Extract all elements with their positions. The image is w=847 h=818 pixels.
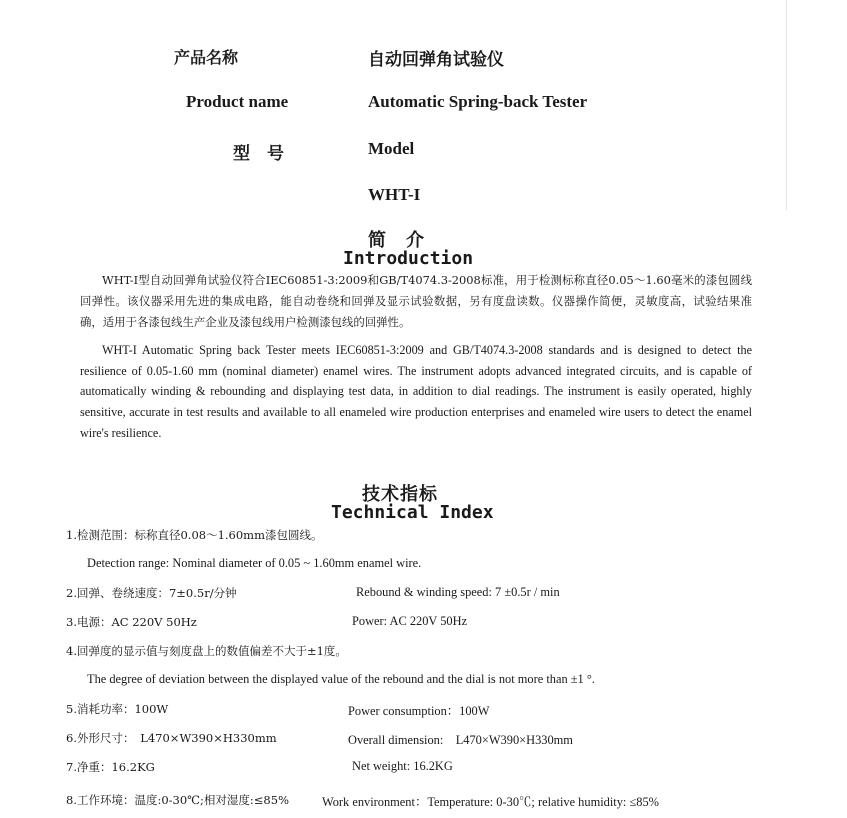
spec-8-en: Work environment：Temperature: 0-30℃; relative humidity: ≤85%: [322, 795, 659, 809]
model-cn-label: 型 号: [233, 144, 284, 164]
spec-3-en: Power: AC 220V 50Hz: [352, 614, 468, 628]
spec-7-cn: 7.净重：16.2KG: [66, 760, 155, 774]
technical-index-heading-cn: 技术指标: [362, 484, 438, 505]
spec-1-cn: 1.检测范围：标称直径0.08～1.60mm漆包圆线。: [66, 528, 323, 542]
spec-2-en: Rebound & winding speed: 7 ±0.5r / min: [356, 585, 560, 599]
product-name-en-value: Automatic Spring-back Tester: [368, 92, 588, 111]
spec-3-cn: 3.电源：AC 220V 50Hz: [66, 615, 197, 629]
spec-4-cn: 4.回弹度的显示值与刻度盘上的数值偏差不大于±1度。: [66, 644, 347, 658]
spec-1-en: Detection range: Nominal diameter of 0.05 ~ 1.60mm enamel wire.: [87, 556, 422, 570]
product-name-en-label: Product name: [186, 92, 289, 111]
spec-4-en: The degree of deviation between the displayed value of the rebound and the dial is not more than ±1 °.: [87, 672, 595, 686]
spec-2-cn: 2.回弹、卷绕速度：7±0.5r/分钟: [66, 586, 237, 600]
spec-6-cn: 6.外形尺寸： L470×W390×H330mm: [66, 731, 277, 745]
introduction-heading-en: Introduction: [343, 248, 474, 269]
product-name-cn-label: 产品名称: [174, 48, 239, 67]
introduction-paragraph-cn: WHT-I型自动回弹角试验仪符合IEC60851-3:2009和GB/T4074.3-2008标准，用于检测标称直径0.05～1.60毫米的漆包圆线回弹性。该仪器采用先进的集成电路，能自动卷绕和回弹及显示试验数据，另有度盘读数。仪器操作简便，灵敏度高，试验结果准确，适用于各漆包线生产企业及漆包线用户检测漆包线的回弹性。: [80, 273, 752, 329]
model-en-label: Model: [368, 139, 415, 158]
spec-7-en: Net weight: 16.2KG: [352, 759, 453, 773]
product-name-cn-value: 自动回弹角试验仪: [368, 50, 504, 70]
model-value: WHT-I: [368, 185, 421, 204]
technical-index-heading-en: Technical Index: [331, 502, 494, 523]
page-edge-divider: [786, 0, 787, 210]
spec-5-cn: 5.消耗功率：100W: [66, 702, 169, 716]
spec-8-cn: 8.工作环境：温度:0-30℃;相对湿度:≤85%: [66, 793, 289, 807]
spec-5-en: Power consumption：100W: [348, 704, 490, 718]
introduction-paragraph-en: WHT-I Automatic Spring back Tester meets IEC60851-3:2009 and GB/T4074.3-2008 standards and is designed to detect the resilience of 0.05-1.60 mm (nominal diameter) enamel wires. The instrument adopts advanced integrated circuits, and is capable of automatically winding & rebounding and displaying test data, in addition to dial readings. The instrument is easily operated, highly sensitive, accurate in test results and available to all enameled wire production enterprises and enameled wire users to detect the enamel wire's resilience.: [80, 343, 752, 440]
spec-6-en: Overall dimension: L470×W390×H330mm: [348, 733, 573, 747]
introduction-heading-cn: 简 介: [368, 230, 425, 251]
